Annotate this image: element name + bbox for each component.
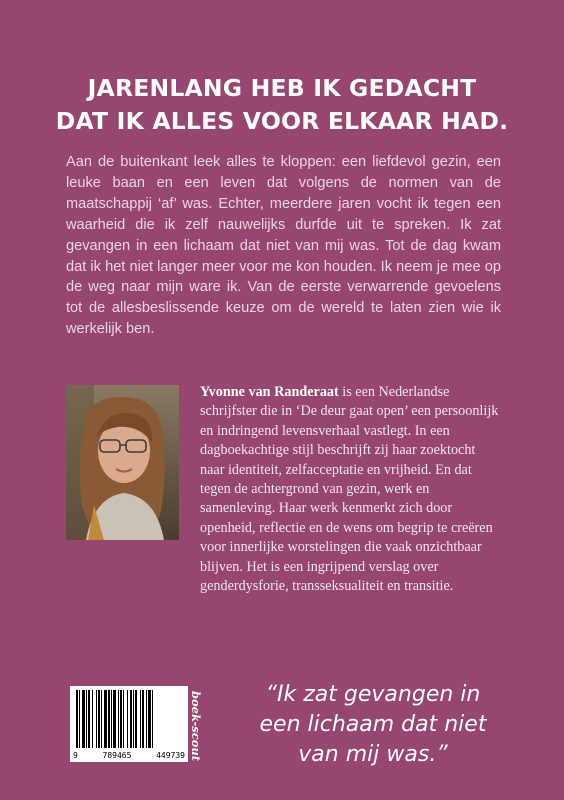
barcode-bar (152, 690, 153, 748)
publisher-name: boek-scout (189, 690, 203, 762)
quote-line-1: “Ik zat gevangen in (265, 682, 481, 707)
barcode-bar (127, 690, 128, 748)
barcode-bar (86, 690, 87, 748)
barcode-bar (79, 690, 80, 748)
isbn-number (73, 751, 185, 760)
barcode-bars (76, 690, 182, 748)
barcode-bar (140, 690, 141, 748)
barcode-bar (148, 690, 151, 748)
barcode-bar (123, 690, 124, 748)
isbn-digits-right: 449739 (156, 751, 185, 760)
barcode-bar (120, 690, 122, 748)
isbn-barcode (70, 686, 188, 762)
barcode-bar (113, 690, 116, 748)
quote-line-2: een lichaam dat niet (259, 712, 487, 737)
publisher-logo (188, 690, 204, 762)
barcode-bar (96, 690, 97, 748)
barcode-bar (76, 690, 78, 748)
barcode-bar (118, 690, 119, 748)
barcode-bar (98, 690, 100, 748)
barcode-bar (108, 690, 110, 748)
barcode-bar (104, 690, 107, 748)
barcode-bar (146, 690, 147, 748)
isbn-digit-prefix: 9 (73, 751, 78, 760)
barcode-bar (88, 690, 90, 748)
pull-quote (222, 680, 524, 770)
intro-paragraph: Aan de buitenkant leek alles te kloppen: een liefdevol gezin, een leuke baan en een leven dat volgens de normen van de maatschappij ‘af’ was. Echter, meerdere jaren vocht ik tegen een waarheid die ik zelf nauwelijks durfde uit te spreken. Ik zat gevangen in een lichaam dat niet van mij was. Tot de dag kwam dat ik het niet langer meer voor me kon houden. Ik neem je mee op de weg naar mijn ware ik. Van de eerste verwarrende gevoelens tot de allesbeslissende keuze om de wereld te laten zien wie ik werkelijk ben. (66, 154, 501, 338)
author-photo (66, 385, 179, 540)
barcode-bar (82, 690, 85, 748)
author-portrait-illustration (66, 385, 179, 540)
quote-line-3: van mij was.” (298, 742, 448, 767)
author-bio (200, 383, 502, 596)
barcode-bar (133, 690, 134, 748)
barcode-bar (130, 690, 132, 748)
headline-line-2: DAT IK ALLES VOOR ELKAAR HAD. (55, 107, 509, 135)
isbn-digits-left: 789465 (102, 751, 132, 760)
barcode-bar (111, 690, 112, 748)
barcode-bar (135, 690, 137, 748)
author-name: Yvonne van Randeraat (200, 384, 339, 400)
author-bio-text: is een Nederlandse schrijfster die in ‘De deur gaat open’ een persoonlijk en indringend levensverhaal vastlegt. In een dagboekachtige stijl beschrijft zij haar zoektocht naar identiteit, zelfacceptatie en vrijheid. En dat tegen de achtergrond van gezin, werk en samenleving. Haar werk kenmerkt zich door openheid, reflectie en de wens om begrip te creëren voor innerlijke worstelingen die vaak onzichtbaar blijven. Het is een ingrijpend verslag over genderdysforie, transseksualiteit en transitie. (200, 384, 499, 595)
headline (40, 72, 524, 138)
barcode-bar (101, 690, 102, 748)
barcode-bar (142, 690, 144, 748)
barcode-bar (92, 690, 93, 748)
headline-line-1: JARENLANG HEB IK GEDACHT (87, 74, 477, 102)
